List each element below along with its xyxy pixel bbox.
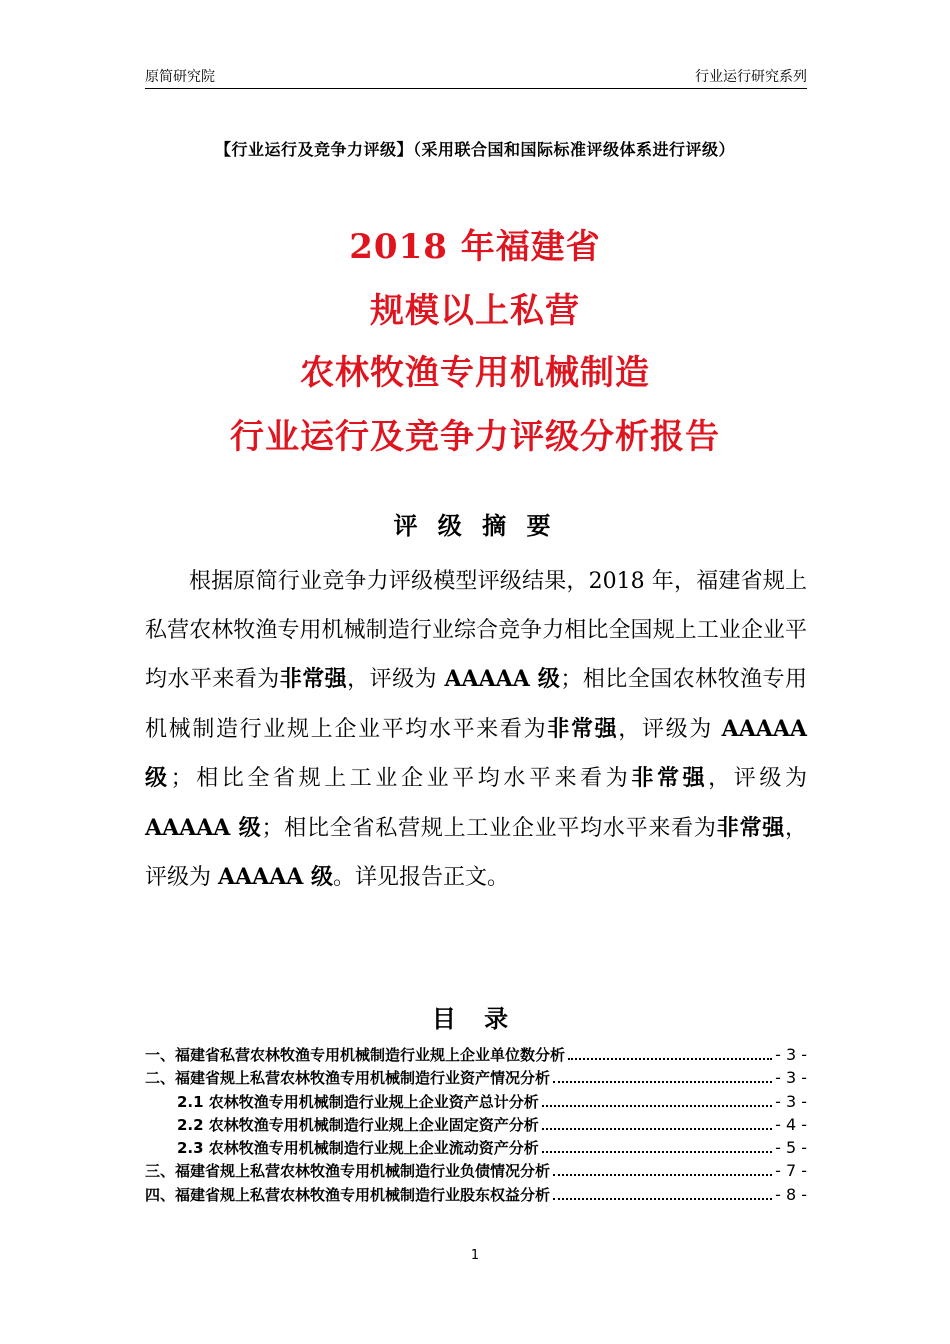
toc-page-number: - 3 - — [775, 1068, 807, 1088]
page-header — [145, 62, 807, 89]
header-series: 行业运行研究系列 — [695, 69, 807, 85]
toc-entry-2-3[interactable] — [145, 1137, 807, 1160]
summary-text: 根据原简行业竞争力评级模型评级结果，2018 年，福建省规上私营农林牧渔专用机械制造行业综合竞争力相比全国规上工业企业平均水平来看为 — [145, 569, 807, 692]
summary-text: ；相比全省私营规上工业企业平均水平来看为 — [261, 815, 717, 841]
toc-entry-title: 三、福建省规上私营农林牧渔专用机械制造行业负债情况分析 — [145, 1162, 551, 1181]
toc-entry-2[interactable] — [145, 1067, 807, 1090]
title-line-1: 2018 年福建省 — [349, 227, 601, 267]
summary-text: ；相比全省规上工业企业平均水平来看为 — [170, 766, 632, 791]
toc-page-number: - 4 - — [775, 1114, 807, 1134]
toc-entry-4[interactable] — [145, 1184, 807, 1207]
rating-grade: AAAAA 级 — [218, 864, 334, 890]
rating-grade: AAAAA 级 — [145, 715, 807, 791]
rating-note: 【行业运行及竞争力评级】（采用联合国和国际标准评级体系进行评级） — [214, 140, 735, 159]
toc-page-number: - 8 - — [775, 1184, 807, 1204]
toc-entry-3[interactable] — [145, 1160, 807, 1183]
title-line-4: 行业运行及竞争力评级分析报告 — [230, 417, 720, 457]
toc-entry-1[interactable] — [145, 1044, 807, 1067]
toc-page-number: - 3 - — [775, 1091, 807, 1111]
toc-entry-title: 二、福建省规上私营农林牧渔专用机械制造行业资产情况分析 — [145, 1069, 551, 1088]
toc-dot-leader — [542, 1127, 772, 1130]
summary-body — [145, 558, 807, 903]
toc-page-number: - 7 - — [775, 1161, 807, 1181]
toc-dot-leader — [553, 1197, 772, 1200]
summary-heading: 评 级 摘 要 — [393, 512, 557, 540]
summary-text: ，评级为 — [347, 667, 445, 692]
rating-strength: 非常强 — [716, 814, 785, 841]
title-line-3: 农林牧渔专用机械制造 — [300, 353, 650, 393]
rating-strength: 非常强 — [631, 765, 709, 791]
toc-dot-leader — [553, 1173, 772, 1176]
toc-entry-title: 四、福建省规上私营农林牧渔专用机械制造行业股东权益分析 — [145, 1185, 551, 1204]
rating-grade: AAAAA 级 — [145, 814, 262, 841]
rating-grade: AAAAA 级 — [444, 666, 561, 692]
toc-dot-leader — [568, 1057, 772, 1060]
summary-text: ，评级为 — [708, 766, 807, 791]
summary-text: ，评级为 — [145, 815, 807, 890]
table-of-contents — [145, 1044, 807, 1207]
toc-entry-title: 2.2 农林牧渔专用机械制造行业规上企业固定资产分析 — [177, 1115, 539, 1134]
toc-page-number: - 5 - — [775, 1138, 807, 1158]
toc-page-number: - 3 - — [775, 1045, 807, 1064]
toc-dot-leader — [553, 1080, 772, 1083]
rating-strength: 非常强 — [547, 715, 619, 742]
toc-entry-2-2[interactable] — [145, 1114, 807, 1137]
toc-entry-title: 2.3 农林牧渔专用机械制造行业规上企业流动资产分析 — [177, 1139, 539, 1158]
toc-dot-leader — [542, 1150, 772, 1153]
toc-heading: 目 录 — [431, 1005, 519, 1033]
header-org: 原简研究院 — [145, 69, 215, 85]
toc-dot-leader — [542, 1104, 772, 1107]
summary-text: ，评级为 — [618, 716, 722, 742]
toc-entry-2-1[interactable] — [145, 1091, 807, 1114]
rating-strength: 非常强 — [279, 666, 348, 692]
summary-paragraph — [145, 558, 807, 903]
page-number: 1 — [470, 1248, 480, 1263]
summary-text: 。详见报告正文。 — [333, 865, 510, 890]
title-line-2: 规模以上私营 — [370, 291, 580, 331]
summary-text: ；相比全国农林牧渔专用机械制造行业规上企业平均水平来看为 — [145, 667, 807, 742]
toc-entry-title: 2.1 农林牧渔专用机械制造行业规上企业资产总计分析 — [177, 1092, 539, 1111]
toc-entry-title: 一、福建省私营农林牧渔专用机械制造行业规上企业单位数分析 — [145, 1046, 566, 1064]
